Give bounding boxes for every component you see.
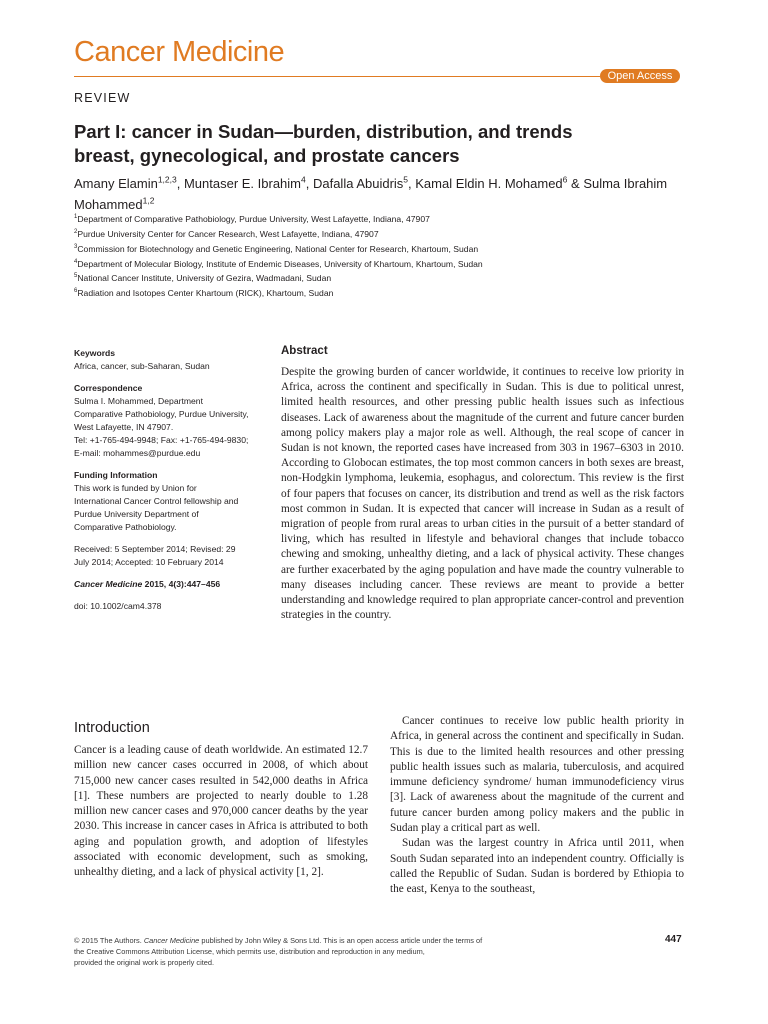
keywords-heading: Keywords	[74, 348, 116, 358]
license-footer	[74, 935, 574, 968]
correspondence-email[interactable]: E-mail: mohammes@purdue.edu	[74, 448, 201, 458]
affiliation-item: $^3$Commission for Biotechnology and Genetic Engineering, National Center for Research, Khartoum, Sudan	[74, 243, 479, 254]
affiliation-item: $^1$Department of Comparative Pathobiology, Purdue University, West Lafayette, Indiana, 47907	[74, 213, 430, 224]
affiliation-list	[74, 211, 714, 300]
author-5: Sulma Ibrahim Mohammed$^{1,2}$	[74, 176, 668, 212]
intro-paragraph-1: Cancer is a leading cause of death worldwide. An estimated 12.7 million new cancer cases occurred in 2008, of which about 715,000 new cancer cases resulted in 542,000 deaths in Africa [1]. These numbers are projected to nearly double to 1.28 million new cancer cases and 970,000 cancer deaths by the year 2030. This increase in cancer cases in Africa is attributed to both aging and population growth, and adoption of lifestyles associated with economic development, such as smoking, unhealthy dieting, and a lack of physical activity [1, 2].	[74, 744, 368, 879]
section-label: REVIEW	[74, 91, 131, 105]
license-line-2: the Creative Commons Attribution License, which permits use, distribution and reproduction in any medium,	[74, 947, 425, 956]
body-column-left	[74, 743, 368, 881]
funding-block	[74, 469, 260, 534]
license-line-3: provided the original work is properly cited.	[74, 958, 215, 967]
funding-line: Purdue University Department of	[74, 509, 199, 519]
affiliation-item: $^2$Purdue University Center for Cancer Research, West Lafayette, Indiana, 47907	[74, 228, 379, 239]
intro-paragraph-3: Sudan was the largest country in Africa until 2011, when South Sudan separated into an independent country. Officially is called the Republic of Sudan. Sudan is bordered by Ethiopia to the east, Kenya to the southeast,	[390, 837, 684, 896]
author-4: Kamal Eldin H. Mohamed$^6$ &	[415, 175, 584, 192]
abstract-heading: Abstract	[281, 345, 328, 357]
correspondence-line: Sulma I. Mohammed, Department	[74, 396, 203, 406]
intro-paragraph-2: Cancer continues to receive low public health priority in Africa, in general across the continent and specifically in Sudan. This is due to the limited health resources and other pressing public health issues such as malaria, tuberculosis, and acquired immune deficiency syndrome/ human immunodeficiency virus [3]. Lack of awareness about the magnitude of the current and future cancer burden among policy makers and the public in Sudan play a critical part as well.	[390, 715, 684, 835]
body-column-right	[390, 714, 684, 898]
correspondence-line: Comparative Pathobiology, Purdue University,	[74, 409, 249, 419]
abstract-text: Despite the growing burden of cancer worldwide, it continues to receive low priority in Africa, across the continent and specifically in Sudan. This is due to political unrest, limited health resources, and other pressing public health issues such as infectious diseases. Lack of awareness about the magnitude of the current and future cancer burden among policy makers play a major role as well. Although, the real scope of cancer in Sudan is not known, the reported cases have increased from 303 in 1967–6303 in 2010. According to Globocan estimates, the top most common cancers in both sexes are breast, non-Hodgkin lymphoma, leukemia, esophagus, and colorectum. This review is the first of four papers that focuses on cancer, its distribution and trend as well as the risk factors most common in Sudan. It is expected that cancer will increase in Sudan as a result of migration of people from rural areas to urban cities in the pursuit of a better standard of living, which has resulted in lifestyle and behavioral changes that include tobacco chewing and smoking, unhealthy dieting, and a lack of physical activity. These changes are further exacerbated by the aging population and have made the country vulnerable to many diseases including cancer. These reviews are meant to provide a better understanding and knowledge required to plan appropriate cancer-control and prevention strategies in the country.	[281, 366, 684, 622]
article-title	[74, 120, 674, 168]
author-list	[74, 172, 694, 213]
doi-link[interactable]: doi: 10.1002/cam4.378	[74, 601, 162, 611]
author-3: Dafalla Abuidris$^5$,	[312, 175, 416, 192]
dates-line: Received: 5 September 2014; Revised: 29	[74, 544, 236, 554]
open-access-badge: Open Access	[600, 69, 680, 83]
correspondence-line: West Lafayette, IN 47907.	[74, 422, 174, 432]
correspondence-block	[74, 382, 260, 460]
correspondence-line: Tel: +1-765-494-9948; Fax: +1-765-494-9830;	[74, 435, 249, 445]
correspondence-heading: Correspondence	[74, 383, 143, 393]
keywords-text: Africa, cancer, sub-Saharan, Sudan	[74, 361, 210, 371]
affiliation-item: $^4$Department of Molecular Biology, Institute of Endemic Diseases, University of Khartoum, Khartoum, Sudan	[74, 258, 483, 269]
funding-line: This work is funded by Union for	[74, 483, 197, 493]
header-rule	[74, 76, 600, 77]
affiliation-item: $^5$National Cancer Institute, University of Gezira, Wadmadani, Sudan	[74, 273, 332, 284]
article-info-sidebar	[74, 347, 260, 622]
journal-title: Cancer Medicine	[74, 36, 285, 68]
funding-line: International Cancer Control fellowship and	[74, 496, 239, 506]
introduction-heading: Introduction	[74, 720, 150, 736]
funding-heading: Funding Information	[74, 470, 158, 480]
page-number: 447	[665, 934, 682, 945]
citation-line: Cancer Medicine 2015, 4(3):447–456	[74, 579, 221, 589]
license-line-1: © 2015 The Authors. Cancer Medicine published by John Wiley & Sons Ltd. This is an open access article under the terms of	[74, 936, 483, 945]
author-2: Muntaser E. Ibrahim$^4$,	[183, 175, 313, 192]
affiliation-item: $^6$Radiation and Isotopes Center Khartoum (RICK), Khartoum, Sudan	[74, 288, 334, 299]
dates-block	[74, 543, 260, 569]
article-title-line-1: Part I: cancer in Sudan—burden, distribution, and trends	[74, 121, 573, 142]
dates-line: July 2014; Accepted: 10 February 2014	[74, 557, 224, 567]
article-title-line-2: breast, gynecological, and prostate cancers	[74, 145, 460, 166]
author-1: Amany Elamin$^{1,2,3}$,	[74, 175, 184, 192]
funding-line: Comparative Pathobiology.	[74, 522, 177, 532]
keywords-block	[74, 347, 260, 373]
